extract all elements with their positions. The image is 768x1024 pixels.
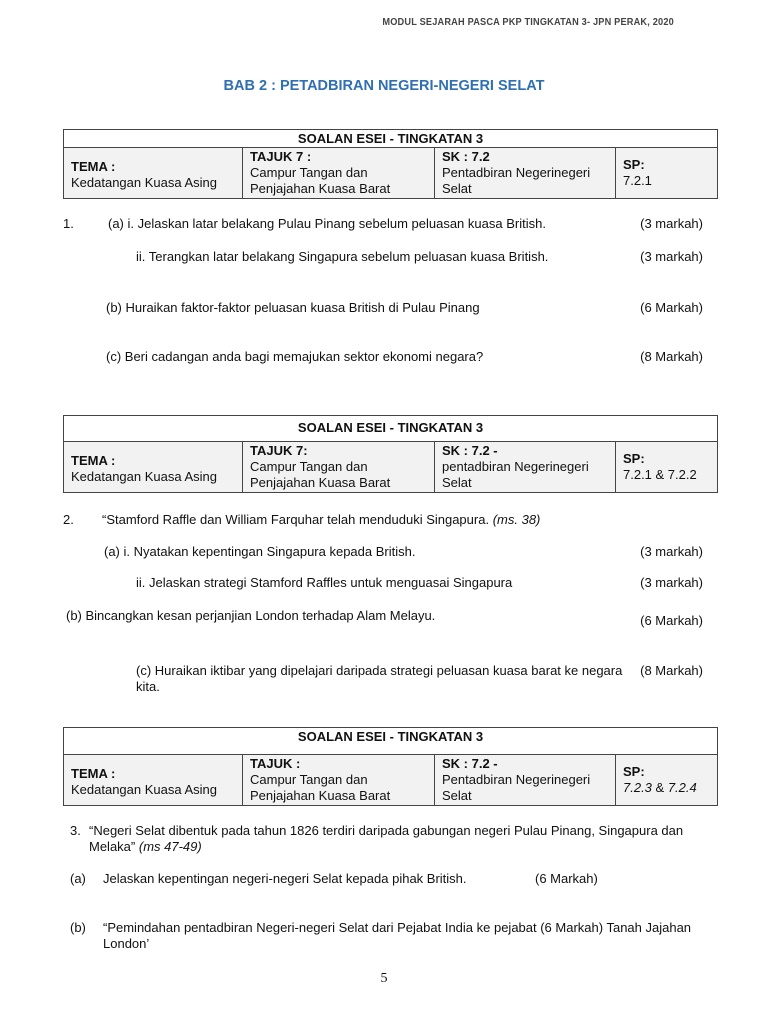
table-heading: SOALAN ESEI - TINGKATAN 3	[64, 728, 718, 755]
question-text: (b) Huraikan faktor-faktor peluasan kuasa British di Pulau Pinang	[106, 300, 480, 315]
sp-value: 7.2.1	[623, 173, 652, 188]
question-number: 3.	[70, 823, 81, 838]
module-header: MODUL SEJARAH PASCA PKP TINGKATAN 3- JPN PERAK, 2020	[382, 17, 674, 28]
page-number: 5	[380, 971, 388, 986]
question-text: (a) i. Nyatakan kepentingan Singapura kepada British.	[104, 544, 416, 559]
table-heading: SOALAN ESEI - TINGKATAN 3	[64, 416, 718, 442]
marks-label: (3 markah)	[640, 575, 703, 590]
page-reference: (ms 47-49)	[138, 839, 202, 854]
tema-label: TEMA :	[71, 159, 116, 174]
sp-label: SP:	[623, 764, 645, 779]
tema-value: Kedatangan Kuasa Asing	[71, 175, 218, 190]
sub-question-label: (a)	[70, 871, 86, 886]
tajuk-value: Campur Tangan dan Penjajahan Kuasa Barat	[250, 459, 391, 490]
sk-label: SK : 7.2 -	[442, 756, 498, 771]
tema-label: TEMA :	[71, 766, 116, 781]
question-quote: “Negeri Selat dibentuk pada tahun 1826 terdiri daripada gabungan negeri Pulau Pinang, Singapura dan Melaka” (ms 47-49)	[89, 823, 684, 854]
marks-label: (6 Markah)	[535, 871, 598, 886]
marks-label: (8 Markah)	[640, 663, 703, 678]
marks-label: (8 Markah)	[640, 349, 703, 364]
marks-label: (3 markah)	[640, 216, 703, 231]
question-text: ii. Terangkan latar belakang Singapura sebelum peluasan kuasa British.	[136, 249, 549, 264]
sk-value: Pentadbiran Negerinegeri Selat	[442, 772, 591, 803]
tema-label: TEMA :	[71, 453, 116, 468]
question-quote: “Stamford Raffle dan William Farquhar telah menduduki Singapura. (ms. 38)	[102, 512, 541, 527]
question-text: (a) i. Jelaskan latar belakang Pulau Pinang sebelum peluasan kuasa British.	[108, 216, 546, 231]
info-table-1	[63, 129, 718, 199]
question-text: (c) Huraikan iktibar yang dipelajari daripada strategi peluasan kuasa barat ke negara kita.	[136, 663, 623, 694]
marks-label: (6 Markah)	[640, 613, 703, 628]
question-text: (b) Bincangkan kesan perjanjian London terhadap Alam Melayu.	[66, 608, 436, 623]
marks-label: (3 markah)	[640, 544, 703, 559]
sk-label: SK : 7.2	[442, 149, 490, 164]
tajuk-value: Campur Tangan dan Penjajahan Kuasa Barat	[250, 165, 391, 196]
page-reference: (ms. 38)	[492, 512, 541, 527]
question-text: (c) Beri cadangan anda bagi memajukan sektor ekonomi negara?	[106, 349, 484, 364]
tajuk-value: Campur Tangan dan Penjajahan Kuasa Barat	[250, 772, 391, 803]
marks-label: (6 Markah)	[640, 300, 703, 315]
question-text: ii. Jelaskan strategi Stamford Raffles untuk menguasai Singapura	[136, 575, 513, 590]
question-number: 1.	[63, 216, 74, 231]
sp-value: 7.2.1 & 7.2.2	[623, 467, 697, 482]
tema-value: Kedatangan Kuasa Asing	[71, 782, 218, 797]
tajuk-label: TAJUK 7 :	[250, 149, 312, 164]
marks-label: (3 markah)	[640, 249, 703, 264]
chapter-title: BAB 2 : PETADBIRAN NEGERI-NEGERI SELAT	[223, 78, 545, 94]
info-table-3	[63, 727, 718, 806]
sp-value: 7.2.3 & 7.2.4	[623, 780, 697, 795]
question-text: Jelaskan kepentingan negeri-negeri Selat kepada pihak British.	[103, 871, 467, 886]
tajuk-label: TAJUK 7:	[250, 443, 308, 458]
tajuk-label: TAJUK :	[250, 756, 301, 771]
sub-question-label: (b)	[70, 920, 86, 935]
table-heading: SOALAN ESEI - TINGKATAN 3	[64, 130, 718, 148]
sp-label: SP:	[623, 157, 645, 172]
sk-value: pentadbiran Negerinegeri Selat	[442, 459, 589, 490]
question-text: “Pemindahan pentadbiran Negeri-negeri Selat dari Pejabat India ke pejabat (6 Markah) Tanah Jajahan London’	[103, 920, 692, 951]
sk-label: SK : 7.2 -	[442, 443, 498, 458]
sp-label: SP:	[623, 451, 645, 466]
question-number: 2.	[63, 512, 74, 527]
sk-value: Pentadbiran Negerinegeri Selat	[442, 165, 591, 196]
tema-value: Kedatangan Kuasa Asing	[71, 469, 218, 484]
info-table-2	[63, 415, 718, 493]
